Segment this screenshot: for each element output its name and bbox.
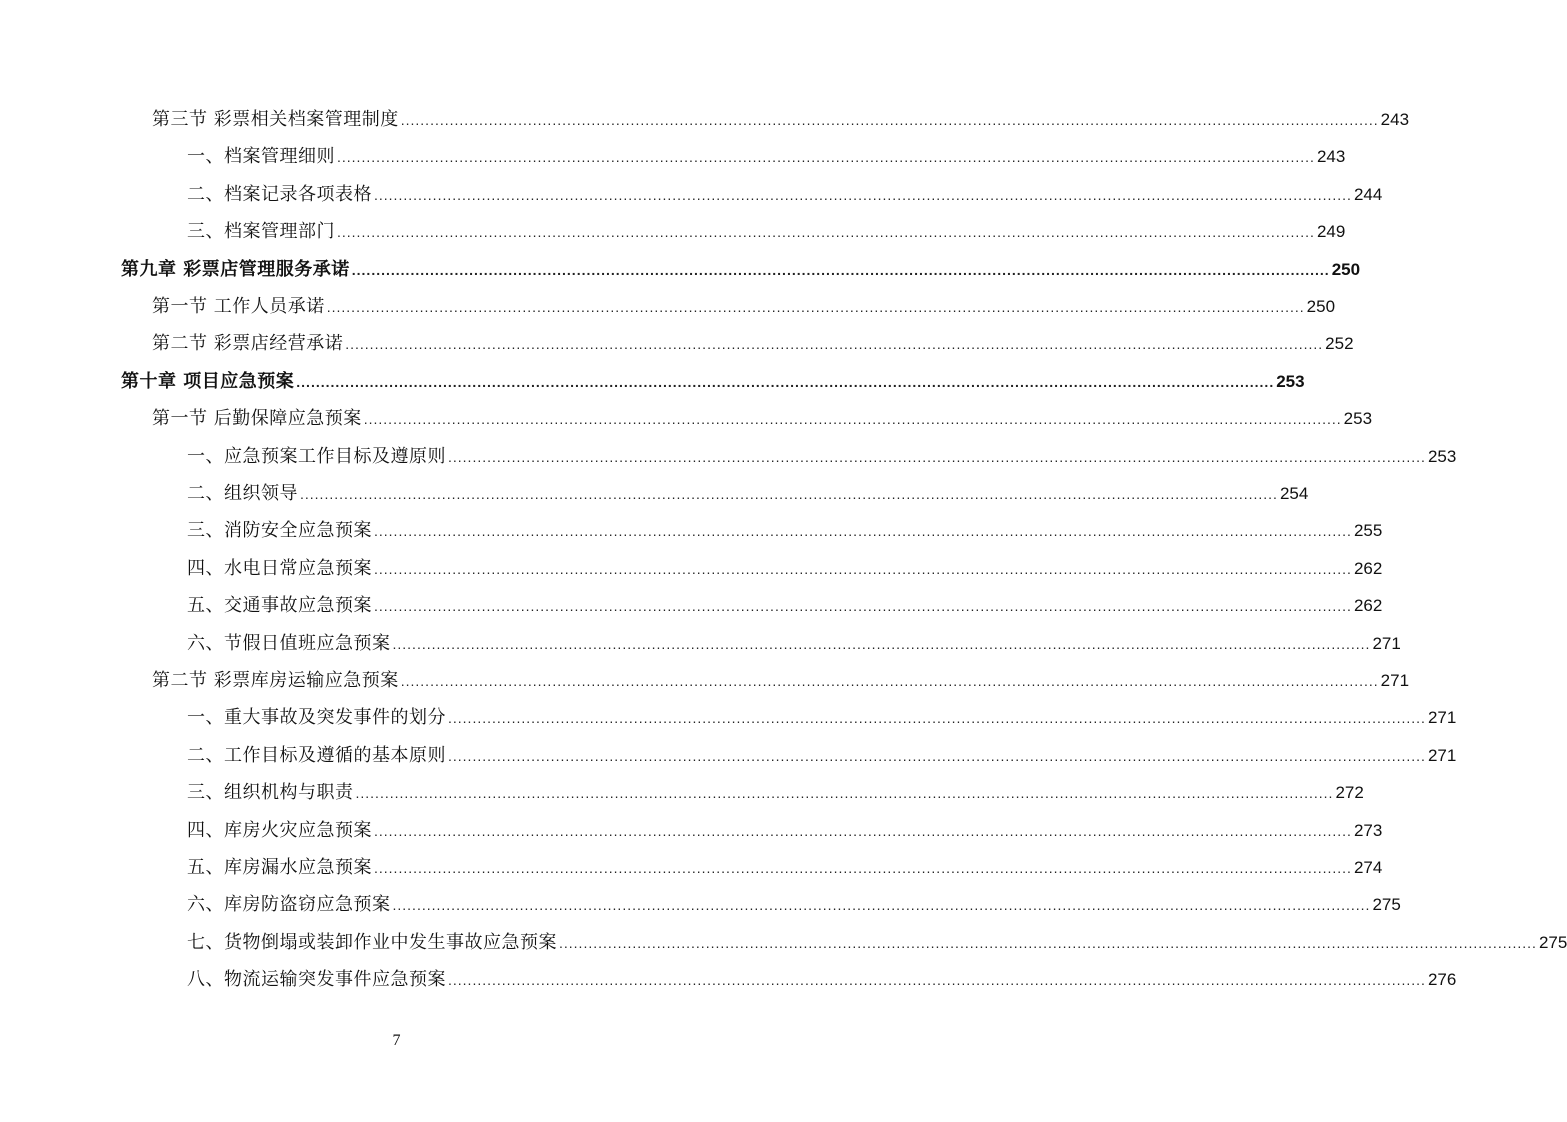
toc-subsection-entry[interactable] <box>187 593 1383 619</box>
toc-chapter-entry[interactable] <box>121 257 1361 283</box>
toc-dot-leader: ........................................................................................................................................................................................................ <box>559 934 1537 951</box>
toc-entry-title: 六、节假日值班应急预案 <box>187 632 391 654</box>
toc-subsection-entry[interactable] <box>187 892 1401 918</box>
toc-entry-title: 第二节 彩票库房运输应急预案 <box>152 670 399 691</box>
toc-entry-page-number: 253 <box>1427 446 1457 466</box>
toc-entry-page-number: 249 <box>1316 222 1346 242</box>
toc-entry-title: 一、档案管理细则 <box>187 146 335 168</box>
toc-dot-leader: ........................................................................................................................................................................................................ <box>448 448 1426 465</box>
toc-entry-page-number: 271 <box>1380 671 1410 690</box>
toc-subsection-entry[interactable] <box>187 481 1309 507</box>
toc-dot-leader: ........................................................................................................................................................................................................ <box>448 710 1426 727</box>
toc-entry-page-number: 262 <box>1353 596 1383 616</box>
toc-entry-page-number: 244 <box>1353 184 1383 204</box>
toc-dot-leader: ........................................................................................................................................................................................................ <box>374 822 1352 839</box>
toc-entry-title: 五、交通事故应急预案 <box>187 595 372 617</box>
toc-entry-title: 八、物流运输突发事件应急预案 <box>187 969 446 991</box>
toc-entry-title: 第三节 彩票相关档案管理制度 <box>152 109 399 130</box>
toc-subsection-entry[interactable] <box>187 631 1401 657</box>
toc-entry-title: 二、档案记录各项表格 <box>187 183 372 205</box>
toc-dot-leader: ........................................................................................................................................................................................................ <box>363 411 1342 428</box>
toc-subsection-entry[interactable] <box>187 930 1567 956</box>
toc-subsection-entry[interactable] <box>187 743 1457 769</box>
toc-subsection-entry[interactable] <box>187 144 1346 170</box>
toc-dot-leader: ........................................................................................................................................................................................................ <box>326 299 1305 315</box>
toc-subsection-entry[interactable] <box>187 855 1383 881</box>
toc-subsection-entry[interactable] <box>187 818 1383 844</box>
toc-entry-title: 六、库房防盗窃应急预案 <box>187 894 391 916</box>
toc-entry-page-number: 271 <box>1427 745 1457 765</box>
toc-section-entry[interactable] <box>152 331 1354 357</box>
toc-entry-page-number: 243 <box>1380 110 1410 129</box>
toc-dot-leader: ........................................................................................................................................................................................................ <box>296 373 1275 390</box>
toc-entry-title: 第一节 工作人员承诺 <box>152 296 325 317</box>
toc-dot-leader: ........................................................................................................................................................................................................ <box>337 149 1315 166</box>
toc-entry-page-number: 273 <box>1353 820 1383 840</box>
toc-dot-leader: ........................................................................................................................................................................................................ <box>400 112 1379 128</box>
toc-dot-leader: ........................................................................................................................................................................................................ <box>300 486 1278 502</box>
toc-entry-title: 三、消防安全应急预案 <box>187 520 372 542</box>
toc-entry-title: 四、库房火灾应急预案 <box>187 819 372 841</box>
toc-entry-title: 第九章 彩票店管理服务承诺 <box>121 258 350 280</box>
toc-entry-page-number: 272 <box>1335 783 1364 803</box>
toc-subsection-entry[interactable] <box>187 780 1364 806</box>
toc-entry-page-number: 271 <box>1372 633 1401 653</box>
toc-entry-page-number: 252 <box>1325 334 1354 354</box>
toc-entry-title: 三、组织机构与职责 <box>187 782 354 804</box>
toc-entry-page-number: 276 <box>1427 970 1457 990</box>
toc-dot-leader: ........................................................................................................................................................................................................ <box>374 560 1352 577</box>
toc-entry-title: 四、水电日常应急预案 <box>187 557 372 579</box>
toc-chapter-entry[interactable] <box>121 369 1305 395</box>
toc-entry-title: 第十章 项目应急预案 <box>121 370 295 392</box>
toc-entry-title: 二、工作目标及遵循的基本原则 <box>187 744 446 766</box>
toc-entry-page-number: 254 <box>1279 484 1309 503</box>
toc-section-entry[interactable] <box>152 107 1410 133</box>
toc-entry-page-number: 243 <box>1316 147 1346 167</box>
toc-entry-page-number: 275 <box>1372 895 1401 915</box>
toc-entry-title: 七、货物倒塌或装卸作业中发生事故应急预案 <box>187 931 557 953</box>
toc-dot-leader: ........................................................................................................................................................................................................ <box>448 747 1426 764</box>
toc-entry-page-number: 250 <box>1306 297 1336 316</box>
toc-subsection-entry[interactable] <box>187 556 1383 582</box>
toc-entry-title: 一、重大事故及突发事件的划分 <box>187 707 446 729</box>
toc-entry-title: 三、档案管理部门 <box>187 221 335 243</box>
toc-section-entry[interactable] <box>152 406 1373 432</box>
toc-subsection-entry[interactable] <box>187 705 1457 731</box>
toc-entry-title: 第二节 彩票店经营承诺 <box>152 333 344 355</box>
toc-entry-page-number: 253 <box>1343 409 1373 429</box>
toc-entry-title: 五、库房漏水应急预案 <box>187 857 372 878</box>
page-number: 7 <box>392 1032 401 1049</box>
toc-dot-leader: ........................................................................................................................................................................................................ <box>355 785 1334 802</box>
toc-dot-leader: ........................................................................................................................................................................................................ <box>392 635 1371 652</box>
toc-section-entry[interactable] <box>152 294 1336 320</box>
toc-subsection-entry[interactable] <box>187 518 1383 544</box>
toc-entry-page-number: 274 <box>1353 858 1383 877</box>
toc-entry-title: 一、应急预案工作目标及遵原则 <box>187 445 446 467</box>
toc-entry-page-number: 275 <box>1538 932 1567 952</box>
toc-dot-leader: ........................................................................................................................................................................................................ <box>400 673 1379 689</box>
toc-entry-title: 二、组织领导 <box>187 483 298 504</box>
toc-dot-leader: ........................................................................................................................................................................................................ <box>448 972 1426 989</box>
toc-dot-leader: ........................................................................................................................................................................................................ <box>345 336 1324 353</box>
toc-dot-leader: ........................................................................................................................................................................................................ <box>337 224 1315 241</box>
toc-subsection-entry[interactable] <box>187 444 1457 470</box>
toc-dot-leader: ........................................................................................................................................................................................................ <box>374 598 1352 615</box>
toc-dot-leader: ........................................................................................................................................................................................................ <box>374 186 1352 203</box>
toc-subsection-entry[interactable] <box>187 219 1346 245</box>
toc-dot-leader: ........................................................................................................................................................................................................ <box>374 860 1352 876</box>
toc-subsection-entry[interactable] <box>187 182 1383 208</box>
toc-dot-leader: ........................................................................................................................................................................................................ <box>392 897 1371 914</box>
toc-dot-leader: ........................................................................................................................................................................................................ <box>374 523 1352 540</box>
toc-entry-page-number: 255 <box>1353 521 1383 541</box>
toc-entry-page-number: 271 <box>1427 708 1457 728</box>
toc-entry-page-number: 250 <box>1331 259 1361 279</box>
toc-entry-page-number: 253 <box>1276 371 1305 391</box>
toc-dot-leader: ........................................................................................................................................................................................................ <box>351 261 1330 278</box>
toc-entry-page-number: 262 <box>1353 558 1383 578</box>
toc-subsection-entry[interactable] <box>187 967 1457 993</box>
toc-entry-title: 第一节 后勤保障应急预案 <box>152 408 362 430</box>
toc-section-entry[interactable] <box>152 668 1410 694</box>
